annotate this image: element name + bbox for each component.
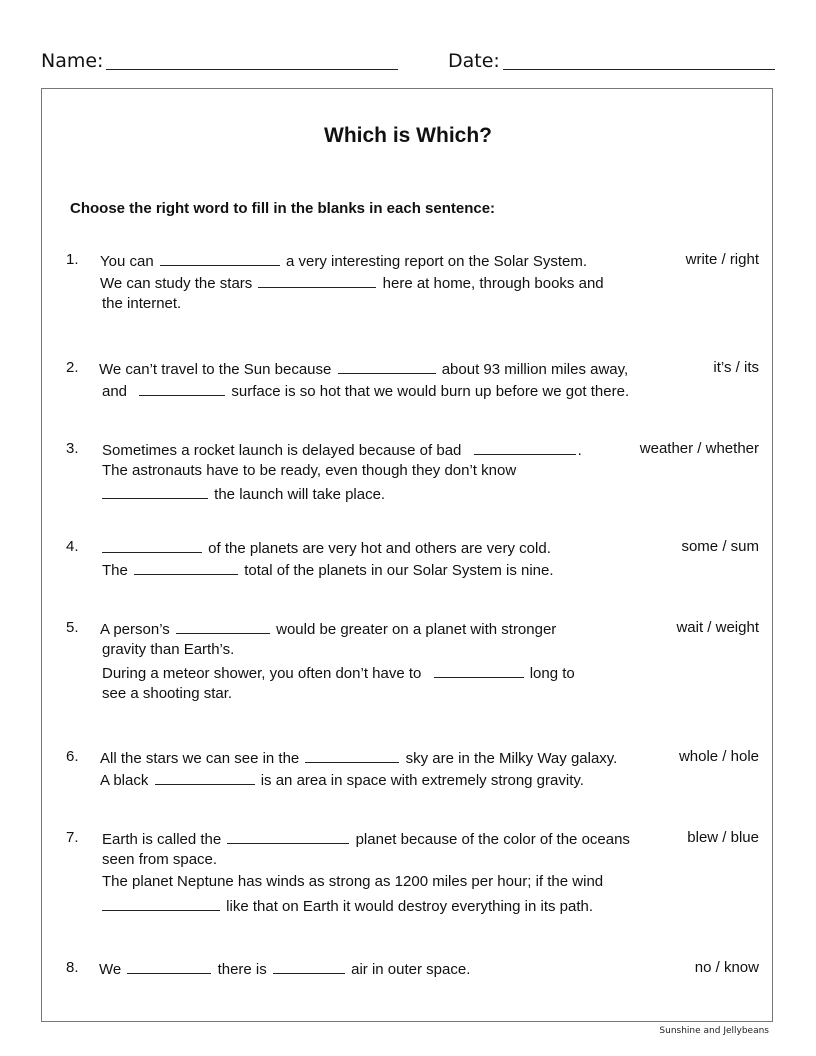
question-line: You can a very interesting report on the Solar System. — [100, 253, 587, 270]
answer-blank[interactable] — [258, 273, 376, 288]
question-line: During a meteor shower, you often don’t have to long to — [102, 665, 575, 682]
answer-blank[interactable] — [474, 440, 576, 455]
question-number: 5. — [66, 619, 79, 636]
answer-blank[interactable] — [338, 359, 436, 374]
name-label: Name: — [41, 50, 104, 72]
question-line: All the stars we can see in the sky are in the Milky Way galaxy. — [100, 750, 618, 767]
question-line: the launch will take place. — [102, 484, 385, 503]
answer-blank[interactable] — [102, 538, 202, 553]
question-line: gravity than Earth’s. — [102, 641, 235, 658]
word-choices: some / sum — [681, 538, 759, 555]
answer-blank[interactable] — [305, 748, 399, 763]
question-line: like that on Earth it would destroy everything in its path. — [102, 896, 593, 915]
question-line: A person’s would be greater on a planet with stronger — [100, 621, 557, 638]
question-line: of the planets are very hot and others are very cold. — [102, 538, 551, 557]
question-line: We there is air in outer space. — [99, 961, 471, 978]
answer-blank[interactable] — [127, 959, 211, 974]
word-choices: blew / blue — [687, 829, 759, 846]
word-choices: no / know — [694, 959, 759, 976]
date-line[interactable] — [503, 69, 775, 70]
answer-blank[interactable] — [134, 560, 238, 575]
answer-blank[interactable] — [434, 663, 524, 678]
answer-blank[interactable] — [155, 770, 255, 785]
question-line: the internet. — [102, 295, 182, 312]
question-line: The total of the planets in our Solar System is nine. — [102, 562, 554, 579]
word-choices: it’s / its — [713, 359, 759, 376]
question-number: 3. — [66, 440, 79, 457]
answer-blank[interactable] — [273, 959, 345, 974]
answer-blank[interactable] — [176, 619, 270, 634]
question-line: Earth is called the planet because of the color of the oceans — [102, 831, 630, 848]
question-line: We can’t travel to the Sun because about 93 million miles away, — [99, 361, 629, 378]
answer-blank[interactable] — [102, 896, 220, 911]
name-line[interactable] — [106, 69, 398, 70]
word-choices: whole / hole — [678, 748, 759, 765]
word-choices: wait / weight — [676, 619, 759, 636]
question-line: We can study the stars here at home, through books and — [100, 275, 604, 292]
answer-blank[interactable] — [102, 484, 208, 499]
question-line: A black is an area in space with extremely strong gravity. — [100, 772, 584, 789]
question-number: 4. — [66, 538, 79, 555]
question-number: 7. — [66, 829, 79, 846]
question-line: seen from space. — [102, 851, 218, 868]
answer-blank[interactable] — [160, 251, 280, 266]
question-number: 2. — [66, 359, 79, 376]
instructions: Choose the right word to fill in the blanks in each sentence: — [70, 200, 496, 217]
answer-blank[interactable] — [227, 829, 349, 844]
question-line: see a shooting star. — [102, 685, 233, 702]
question-line: Sometimes a rocket launch is delayed because of bad . — [102, 442, 582, 459]
question-number: 6. — [66, 748, 79, 765]
worksheet-title: Which is Which? — [324, 124, 492, 147]
word-choices: weather / whether — [639, 440, 759, 457]
date-label: Date: — [448, 50, 500, 72]
word-choices: write / right — [685, 251, 759, 268]
credit-text: Sunshine and Jellybeans — [659, 1026, 769, 1036]
question-line: The planet Neptune has winds as strong as 1200 miles per hour; if the wind — [102, 873, 604, 890]
question-number: 1. — [66, 251, 79, 268]
answer-blank[interactable] — [139, 381, 225, 396]
question-line: The astronauts have to be ready, even though they don’t know — [102, 462, 517, 479]
question-line: and surface is so hot that we would burn up before we got there. — [102, 383, 630, 400]
question-number: 8. — [66, 959, 79, 976]
